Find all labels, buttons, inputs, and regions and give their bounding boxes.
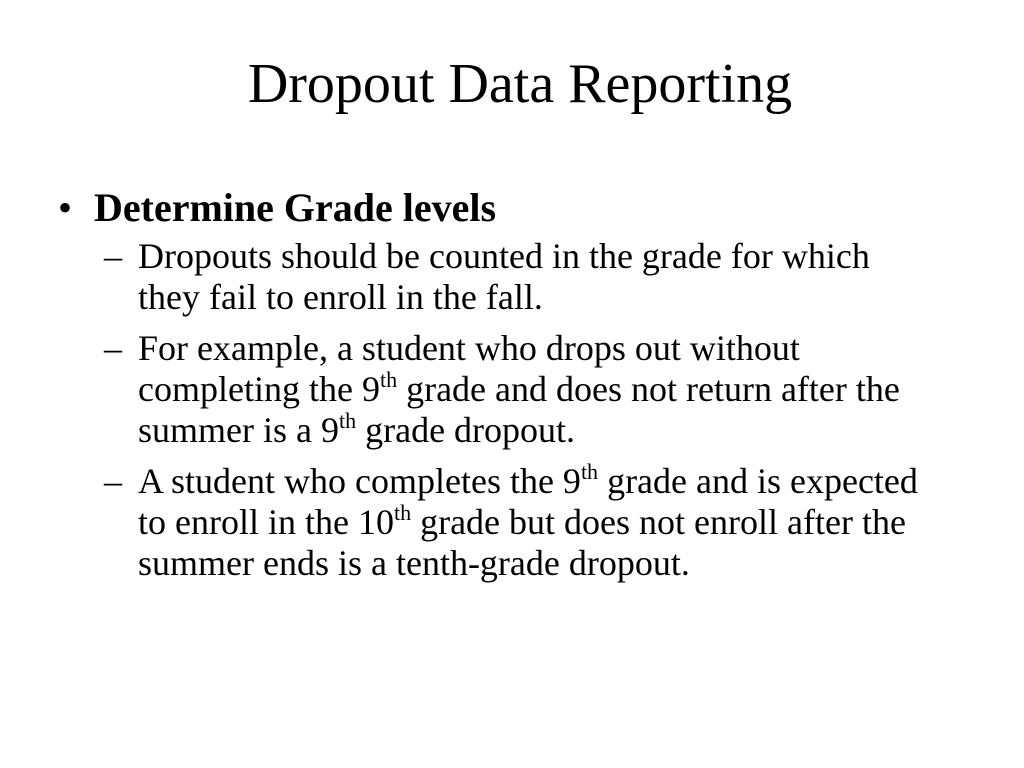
sub-bullet-text: Dropouts should be counted in the grade for which they fail to enroll in the fall.: [138, 236, 870, 317]
sub-bullet-item-ninth-grade-example: [94, 328, 938, 451]
ordinal-superscript: th: [379, 367, 398, 392]
sub-bullet-text: For example, a student who drops out without completing the 9: [138, 328, 800, 409]
bullet-item: [58, 182, 958, 584]
sub-bullet-text: grade and is expected to enroll in the 10: [138, 461, 918, 542]
sub-bullet-text: grade dropout.: [356, 410, 576, 450]
sub-bullet-text: grade but does not enroll after the summer ends is a tenth-grade dropout.: [138, 502, 906, 583]
ordinal-superscript: th: [393, 500, 412, 525]
bullet-list: [58, 182, 958, 594]
ordinal-superscript: th: [338, 408, 357, 433]
bullet-marker: •: [58, 185, 73, 230]
sub-bullet-list: [94, 236, 958, 584]
sub-bullet-text: A student who completes the 9: [138, 461, 581, 501]
sub-bullet-item-tenth-grade-example: [94, 461, 938, 584]
dash-marker: –: [104, 236, 122, 276]
sub-bullet-text: grade and does not return after the summer is a 9: [138, 369, 900, 450]
ordinal-superscript: th: [580, 459, 599, 484]
bullet-heading: Determine Grade levels: [94, 185, 497, 230]
sub-bullet-item-counting-rule: [94, 236, 938, 318]
slide-title: Dropout Data Reporting: [247, 53, 793, 115]
dash-marker: –: [104, 328, 122, 368]
dash-marker: –: [104, 461, 122, 501]
